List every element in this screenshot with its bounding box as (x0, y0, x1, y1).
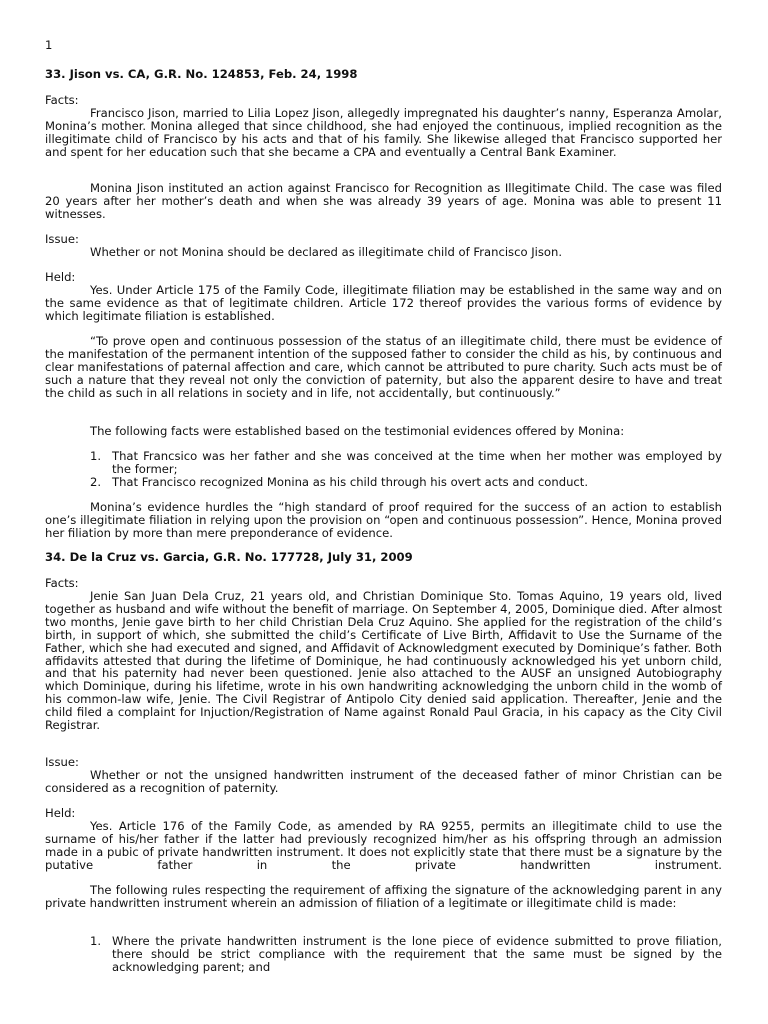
list-item-text: That Francsico was her father and she was conceived at the time when her mother was employed by the former; (112, 449, 722, 476)
case-33-issue-label: Issue: (45, 232, 79, 246)
case-33-title: 33. Jison vs. CA, G.R. No. 124853, Feb. 24, 1998 (45, 67, 358, 81)
case-33-facts-list (45, 450, 722, 489)
list-item-text: That Francisco recognized Monina as his child through his overt acts and conduct. (112, 474, 589, 489)
case-34-issue-label: Issue: (45, 755, 79, 769)
case-33-held-label: Held: (45, 270, 76, 284)
list-item-text: Where the private handwritten instrument is the lone piece of evidence submitted to prove filiation, there should be strict compliance with the requirement that the same must be signed by the acknowledging parent; and (112, 934, 722, 974)
case-33-held-paragraph-4: Monina’s evidence hurdles the “high standard of proof required for the success of an action to establish one’s illegitimate filiation in relying upon the provision on “open and continuous possession”. Hence, Monina proved her filiation by more than mere preponderance of evidence. (45, 500, 722, 540)
case-34-issue-text: Whether or not the unsigned handwritten instrument of the deceased father of minor Christian can be considered as a recognition of paternity. (45, 768, 722, 795)
case-33-facts-paragraph-2: Monina Jison instituted an action against Francisco for Recognition as Illegitimate Child. The case was filed 20 years after her mother’s death and when she was already 39 years of age. Monina was able to present 11 witnesses. (45, 181, 722, 221)
case-33-facts-paragraph-1: Francisco Jison, married to Lilia Lopez Jison, allegedly impregnated his daughter’s nanny, Esperanza Amolar, Monina’s mother. Monina alleged that since childhood, she had enjoyed the continuous, implied recognition as the illegitimate child of Francisco by his acts and that of his family. She likewise alleged that Francisco supported her and spent for her education such that she became a CPA and eventually a Central Bank Examiner. (45, 106, 722, 159)
list-item (45, 450, 722, 476)
list-item (45, 476, 722, 489)
case-34-facts-label: Facts: (45, 576, 79, 590)
list-item-number: 2. (90, 474, 102, 489)
case-33-issue-text: Whether or not Monina should be declared as illegitimate child of Francisco Jison. (90, 245, 563, 259)
list-item (45, 935, 722, 974)
case-34-rules-list (45, 935, 722, 974)
case-33-facts-label: Facts: (45, 93, 79, 107)
case-34-held-paragraph-2: The following rules respecting the requirement of affixing the signature of the acknowledging parent in any private handwritten instrument wherein an admission of filiation of a legitimate or illegitimate child is made: (45, 883, 722, 910)
case-34-held-label: Held: (45, 806, 76, 820)
case-33-held-paragraph-3: The following facts were established based on the testimonial evidences offered by Monina: (90, 424, 625, 438)
case-34-held-paragraph-1: Yes. Article 176 of the Family Code, as amended by RA 9255, permits an illegitimate child to use the surname of his/her father if the latter had previously recognized him/her as his offspring through an admission made in a pubic of private handwritten instrument. It does not explicitly state that there must be a signature by the putative father in the private handwritten instrument. (45, 819, 722, 872)
case-34-title: 34. De la Cruz vs. Garcia, G.R. No. 177728, July 31, 2009 (45, 550, 413, 564)
case-33-held-quote: “To prove open and continuous possession of the status of an illegitimate child, there must be evidence of the manifestation of the permanent intention of the supposed father to consider the child as his, by continuous and clear manifestations of paternal affection and care, which cannot be attributed to pure charity. Such acts must be of such a nature that they reveal not only the conviction of paternity, but also the apparent desire to have and treat the child as such in all relations in society and in life, not accidentally, but continuously.” (45, 334, 722, 400)
page-number: 1 (45, 38, 53, 52)
list-item-number: 1. (90, 934, 102, 948)
case-34-facts-paragraph-1: Jenie San Juan Dela Cruz, 21 years old, and Christian Dominique Sto. Tomas Aquino, 19 years old, lived together as husband and wife without the benefit of marriage. On September 4, 2005, Dominique died. After almost two months, Jenie gave birth to her child Christian Dela Cruz Aquino. She applied for the registration of the child’s birth, in support of which, she submitted the child’s Certificate of Live Birth, Affidavit to Use the Surname of the Father, which she had executed and signed, and Affidavit of Acknowledgment executed by Dominique’s father. Both affidavits attested that during the lifetime of Dominique, he had continuously acknowledged his yet unborn child, and that his paternity had never been questioned. Jenie also attached to the AUSF an unsigned Autobiography which Dominique, during his lifetime, wrote in his own handwriting acknowledging the unborn child in the womb of his common-law wife, Jenie. The Civil Registrar of Antipolo City denied said application. Thereafter, Jenie and the child filed a complaint for Injuction/Registration of Name against Ronald Paul Gracia, in his capacy as the City Civil Registrar. (45, 589, 722, 733)
case-33-held-paragraph-1: Yes. Under Article 175 of the Family Code, illegitimate filiation may be established in the same way and on the same evidence as that of legitimate children. Article 172 thereof provides the various forms of evidence by which legitimate filiation is established. (45, 283, 722, 323)
list-item-number: 1. (90, 449, 102, 463)
